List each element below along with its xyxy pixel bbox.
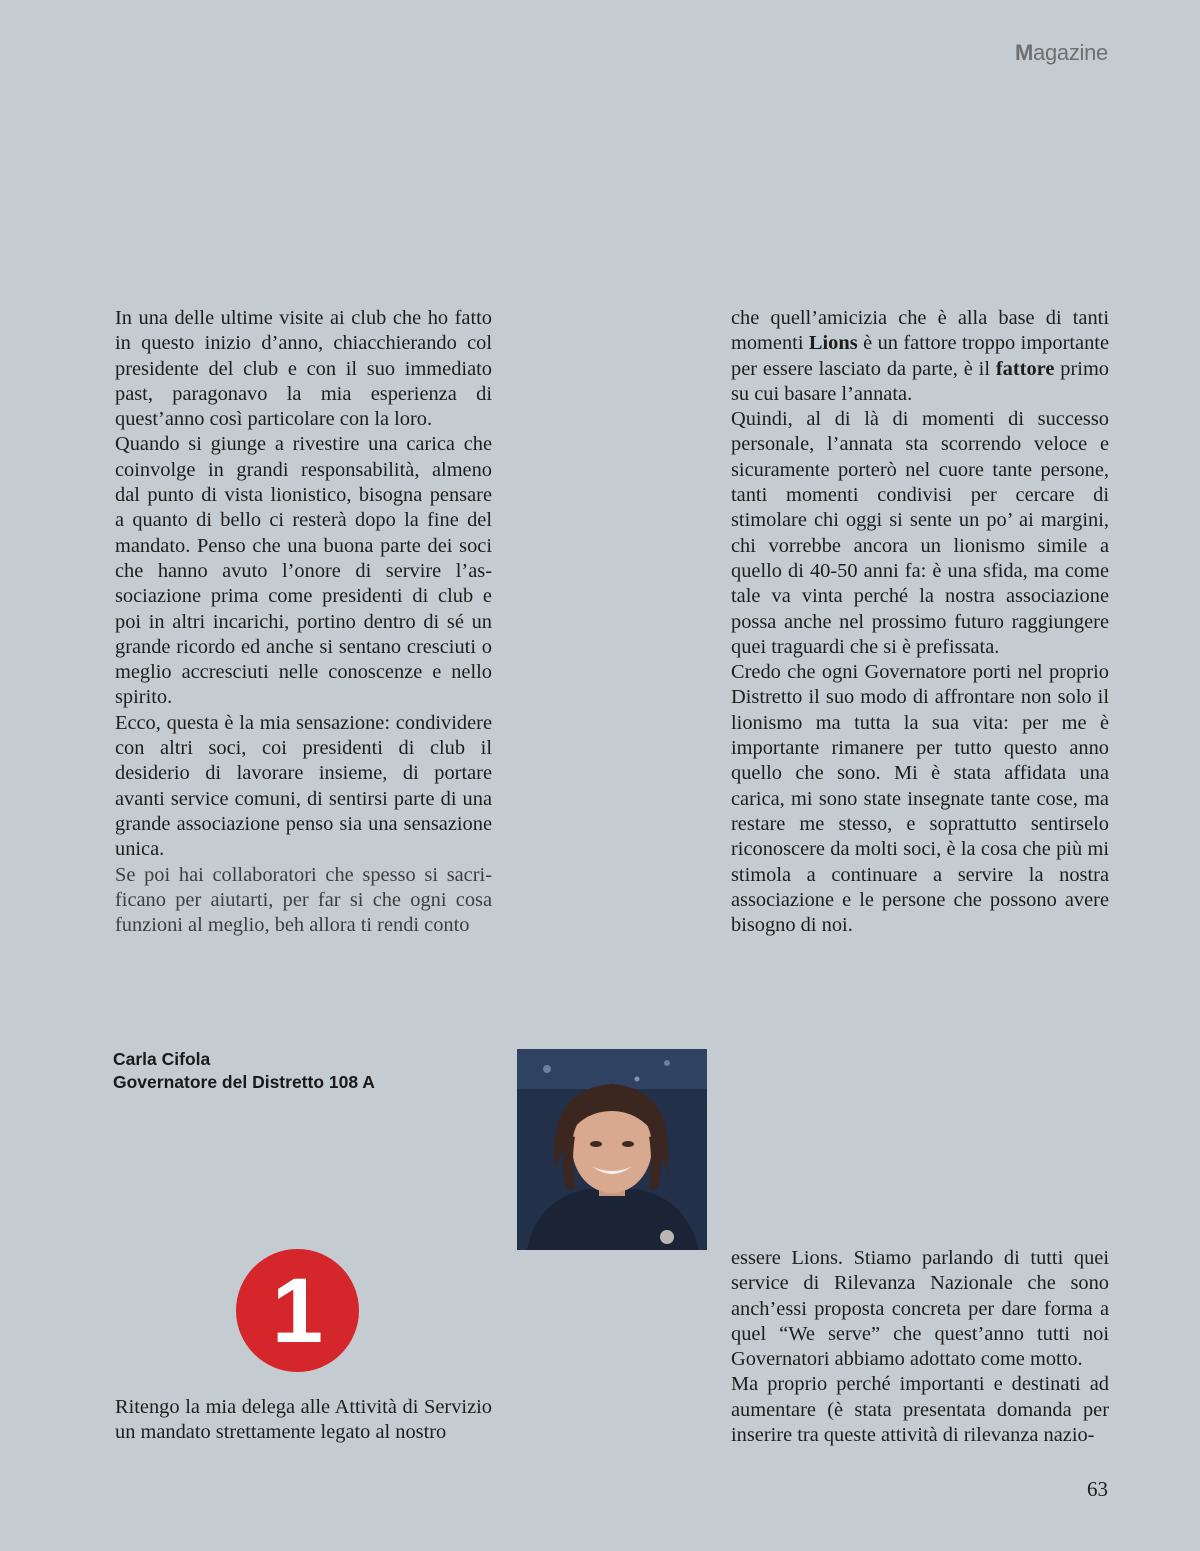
paragraph: Se poi hai collaboratori che spesso si sacrificano per aiutarti, per far si che ogni cosa funzioni al meglio, beh allora ti rendi conto <box>115 863 492 937</box>
magazine-header-rest: agazine <box>1033 40 1108 65</box>
section-number-badge: 1 <box>236 1249 359 1372</box>
portrait-illustration <box>517 1049 707 1250</box>
paragraph: Quindi, al di là di momenti di successo personale, l’annata sta scorrendo veloce e sicuramente porterò nel cuore tante persone, tanti momenti condivisi per cercare di stimolare chi oggi si sente un po’ ai margini, chi vorrebbe ancora un lionismo simile a quello di 40-50 anni fa: è una sfida, ma come tale va vinta perché la nostra associazione possa anche nel prossimo futuro raggiungere quei traguardi che si è prefissata. <box>731 408 1109 658</box>
author-portrait-photo <box>517 1049 707 1250</box>
author-block <box>113 1048 375 1094</box>
paragraph: Quando si giunge a rivestire una carica che coinvolge in grandi responsabilità, almeno dal punto di vista lionistico, bisogna pensare a quanto di bello ci resterà dopo la fine del mandato. Penso che una buona parte dei soci che hanno avuto l’onore di servire l’associazione prima come presidenti di club e poi in altri incarichi, portino dentro di sé un grande ricordo ed anche si sentano cresciuti o meglio accresciuti nelle conoscenze e nello spirito. <box>115 433 492 709</box>
paragraph <box>731 306 1109 407</box>
magazine-header-label <box>1015 40 1108 66</box>
paragraph: Ritengo la mia delega alle Attività di Servizio un mandato strettamente legato al nostro <box>115 1396 492 1444</box>
text-run: che quell’amicizia che è alla base di tanti momenti <box>731 307 1109 355</box>
article-column-left-top <box>115 306 492 938</box>
bold-word-fattore: fattore <box>995 357 1055 380</box>
bold-word-lions: Lions <box>808 332 858 355</box>
paragraph: essere Lions. Stiamo parlando di tutti quei service di Rilevanza Nazionale che sono anch’essi proposta concreta per dare forma a quel “We serve” che quest’anno tutti noi Governatori abbiamo adottato come motto. <box>731 1247 1109 1371</box>
author-name: Carla Cifola <box>113 1049 211 1069</box>
page-number: 63 <box>1087 1477 1108 1501</box>
paragraph: Credo che ogni Governatore porti nel proprio Distretto il suo modo di affrontare non solo il lionismo ma tutta la sua vita: per me è importante rimanere per tutto questo anno quello che sono. Mi è stata affidata una carica, mi sono state insegnate tante cose, ma restare me stesso, e soprattutto sentirselo riconoscere da molti soci, è la cosa che più mi stimola a continuare a servire la nostra associazione e le persone che possono avere bisogno di noi. <box>731 661 1109 937</box>
paragraph: In una delle ultime visite ai club che ho fatto in questo inizio d’anno, chiacchierando col presidente del club e con il suo immediato past, paragonavo la mia esperienza di quest’anno così particolare con la loro. <box>115 307 492 431</box>
magazine-header-initial: M <box>1015 40 1034 65</box>
author-role: Governatore del Distretto 108 A <box>113 1072 375 1092</box>
text-run: è un fattore troppo importante per essere lasciato da parte, è il <box>731 332 1109 380</box>
paragraph: Ma proprio perché importanti e destinati ad aumentare (è stata presentata domanda per inserire tra queste attività di rilevanza nazio- <box>731 1373 1109 1447</box>
text-run: primo su cui basare l’annata. <box>731 357 1109 405</box>
paragraph: Ecco, questa è la mia sensazione: condividere con altri soci, coi presidenti di club il desiderio di lavorare insieme, di portare avanti service comuni, di sentirsi parte di una grande associazione penso sia una sensazione unica. <box>115 711 492 861</box>
article-column-right-bottom <box>731 1246 1109 1448</box>
article-column-right-top <box>731 306 1109 938</box>
article-column-left-bottom <box>115 1395 492 1446</box>
